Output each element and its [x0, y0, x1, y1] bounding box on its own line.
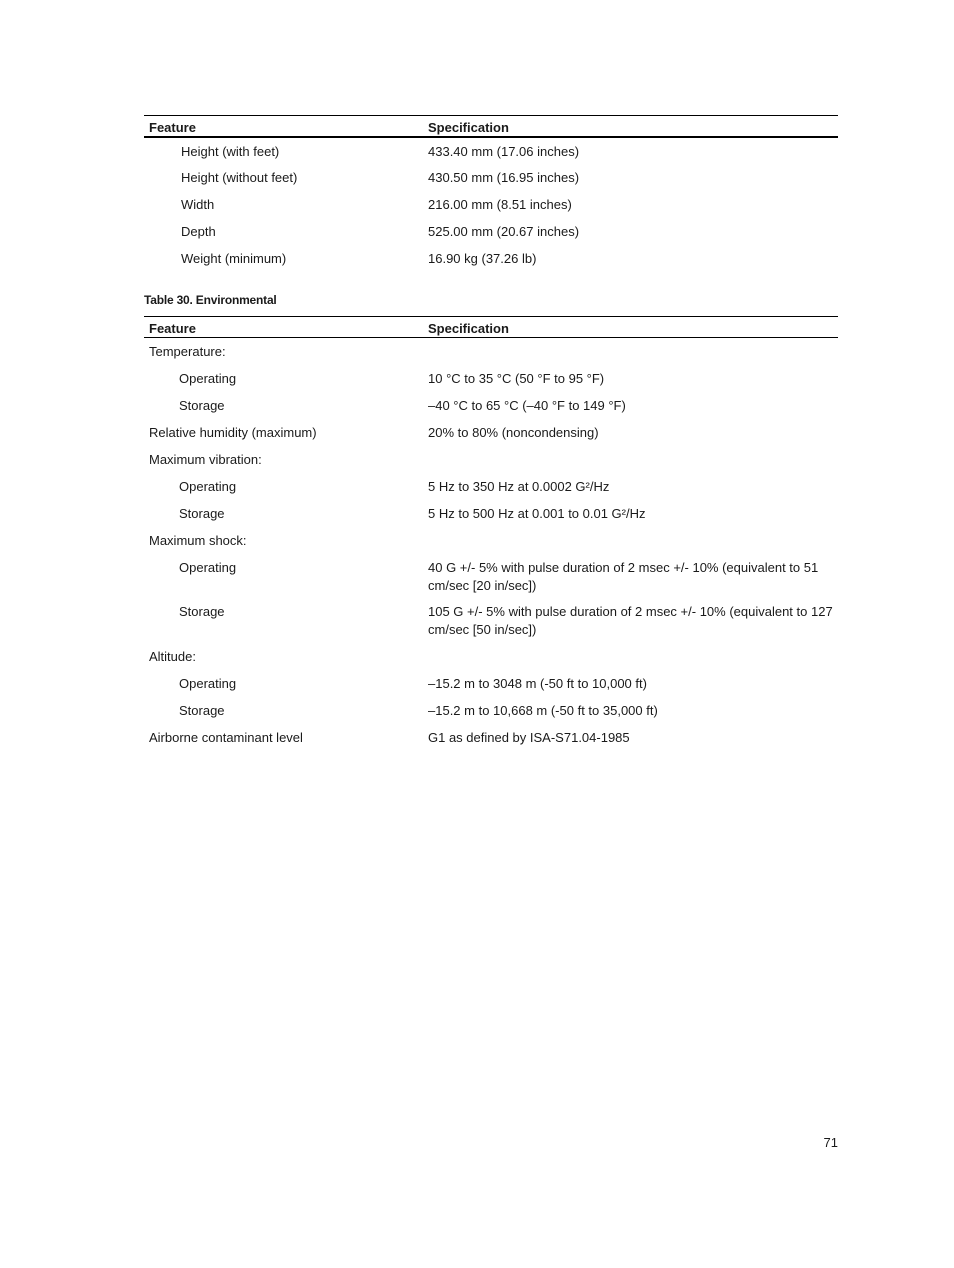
- spec-cell: 430.50 mm (16.95 inches): [428, 169, 580, 185]
- feature-cell: Altitude:: [149, 648, 196, 664]
- table-row: [144, 338, 838, 365]
- feature-cell: Operating: [179, 478, 237, 494]
- feature-cell: Depth: [181, 223, 216, 239]
- spec-cell: [423, 643, 838, 670]
- spec-cell: 20% to 80% (noncondensing): [428, 424, 599, 440]
- table-row: [144, 392, 838, 419]
- table-row: [144, 598, 838, 643]
- table-row: [144, 473, 838, 500]
- feature-cell: Maximum vibration:: [149, 451, 262, 467]
- column-header-feature: Feature: [149, 120, 196, 135]
- table-row: [144, 500, 838, 527]
- feature-cell: Storage: [179, 397, 225, 413]
- table-row: [144, 643, 838, 670]
- table-row: [144, 245, 838, 272]
- feature-cell: Height (without feet): [181, 169, 298, 185]
- feature-cell: Temperature:: [149, 344, 226, 359]
- feature-cell: Width: [181, 196, 215, 212]
- spec-cell: –15.2 m to 3048 m (-50 ft to 10,000 ft): [428, 675, 647, 691]
- environmental-table: [144, 316, 838, 751]
- spec-cell: 5 Hz to 350 Hz at 0.0002 G²/Hz: [428, 478, 610, 494]
- table-row: [144, 137, 838, 164]
- feature-cell: Maximum shock:: [149, 532, 247, 548]
- spec-cell: [423, 527, 838, 554]
- spec-cell: 105 G +/- 5% with pulse duration of 2 msec +/- 10% (equivalent to 127 cm/sec [50 in/sec]): [428, 603, 833, 637]
- spec-cell: 40 G +/- 5% with pulse duration of 2 msec +/- 10% (equivalent to 51 cm/sec [20 in/sec]): [428, 559, 819, 593]
- feature-cell: Operating: [179, 370, 237, 386]
- spec-cell: 525.00 mm (20.67 inches): [428, 223, 580, 239]
- spec-cell: 16.90 kg (37.26 lb): [428, 250, 537, 266]
- spec-cell: [423, 446, 838, 473]
- dimensions-table: [144, 115, 838, 272]
- spec-cell: –15.2 m to 10,668 m (-50 ft to 35,000 ft): [428, 702, 658, 718]
- spec-cell: –40 °C to 65 °C (–40 °F to 149 °F): [428, 397, 626, 413]
- table-row: [144, 164, 838, 191]
- table-row: [144, 191, 838, 218]
- table-row: [144, 724, 838, 751]
- table-header-row: [144, 116, 838, 137]
- page-number: 71: [823, 1135, 838, 1150]
- table-header-row: [144, 317, 838, 338]
- spec-cell: [423, 338, 838, 365]
- spec-cell: G1 as defined by ISA-S71.04-1985: [428, 729, 630, 745]
- column-header-feature: Feature: [149, 321, 196, 336]
- feature-cell: Height (with feet): [181, 143, 280, 159]
- feature-cell: Airborne contaminant level: [149, 729, 303, 745]
- feature-cell: Storage: [179, 702, 225, 718]
- table-row: [144, 554, 838, 598]
- feature-cell: Weight (minimum): [181, 250, 287, 266]
- table-row: [144, 697, 838, 724]
- spec-cell: 5 Hz to 500 Hz at 0.001 to 0.01 G²/Hz: [428, 505, 646, 521]
- spec-cell: 10 °C to 35 °C (50 °F to 95 °F): [428, 370, 605, 386]
- feature-cell: Storage: [179, 505, 225, 521]
- spec-cell: 433.40 mm (17.06 inches): [428, 143, 580, 159]
- table-row: [144, 365, 838, 392]
- table-caption: Table 30. Environmental: [144, 293, 277, 307]
- table-row: [144, 419, 838, 446]
- table-row: [144, 218, 838, 245]
- table-row: [144, 446, 838, 473]
- feature-cell: Relative humidity (maximum): [149, 424, 317, 440]
- column-header-specification: Specification: [428, 321, 509, 336]
- feature-cell: Storage: [179, 603, 225, 619]
- feature-cell: Operating: [179, 559, 237, 575]
- table-row: [144, 527, 838, 554]
- table-row: [144, 670, 838, 697]
- feature-cell: Operating: [179, 675, 237, 691]
- spec-cell: 216.00 mm (8.51 inches): [428, 196, 572, 212]
- column-header-specification: Specification: [428, 120, 509, 135]
